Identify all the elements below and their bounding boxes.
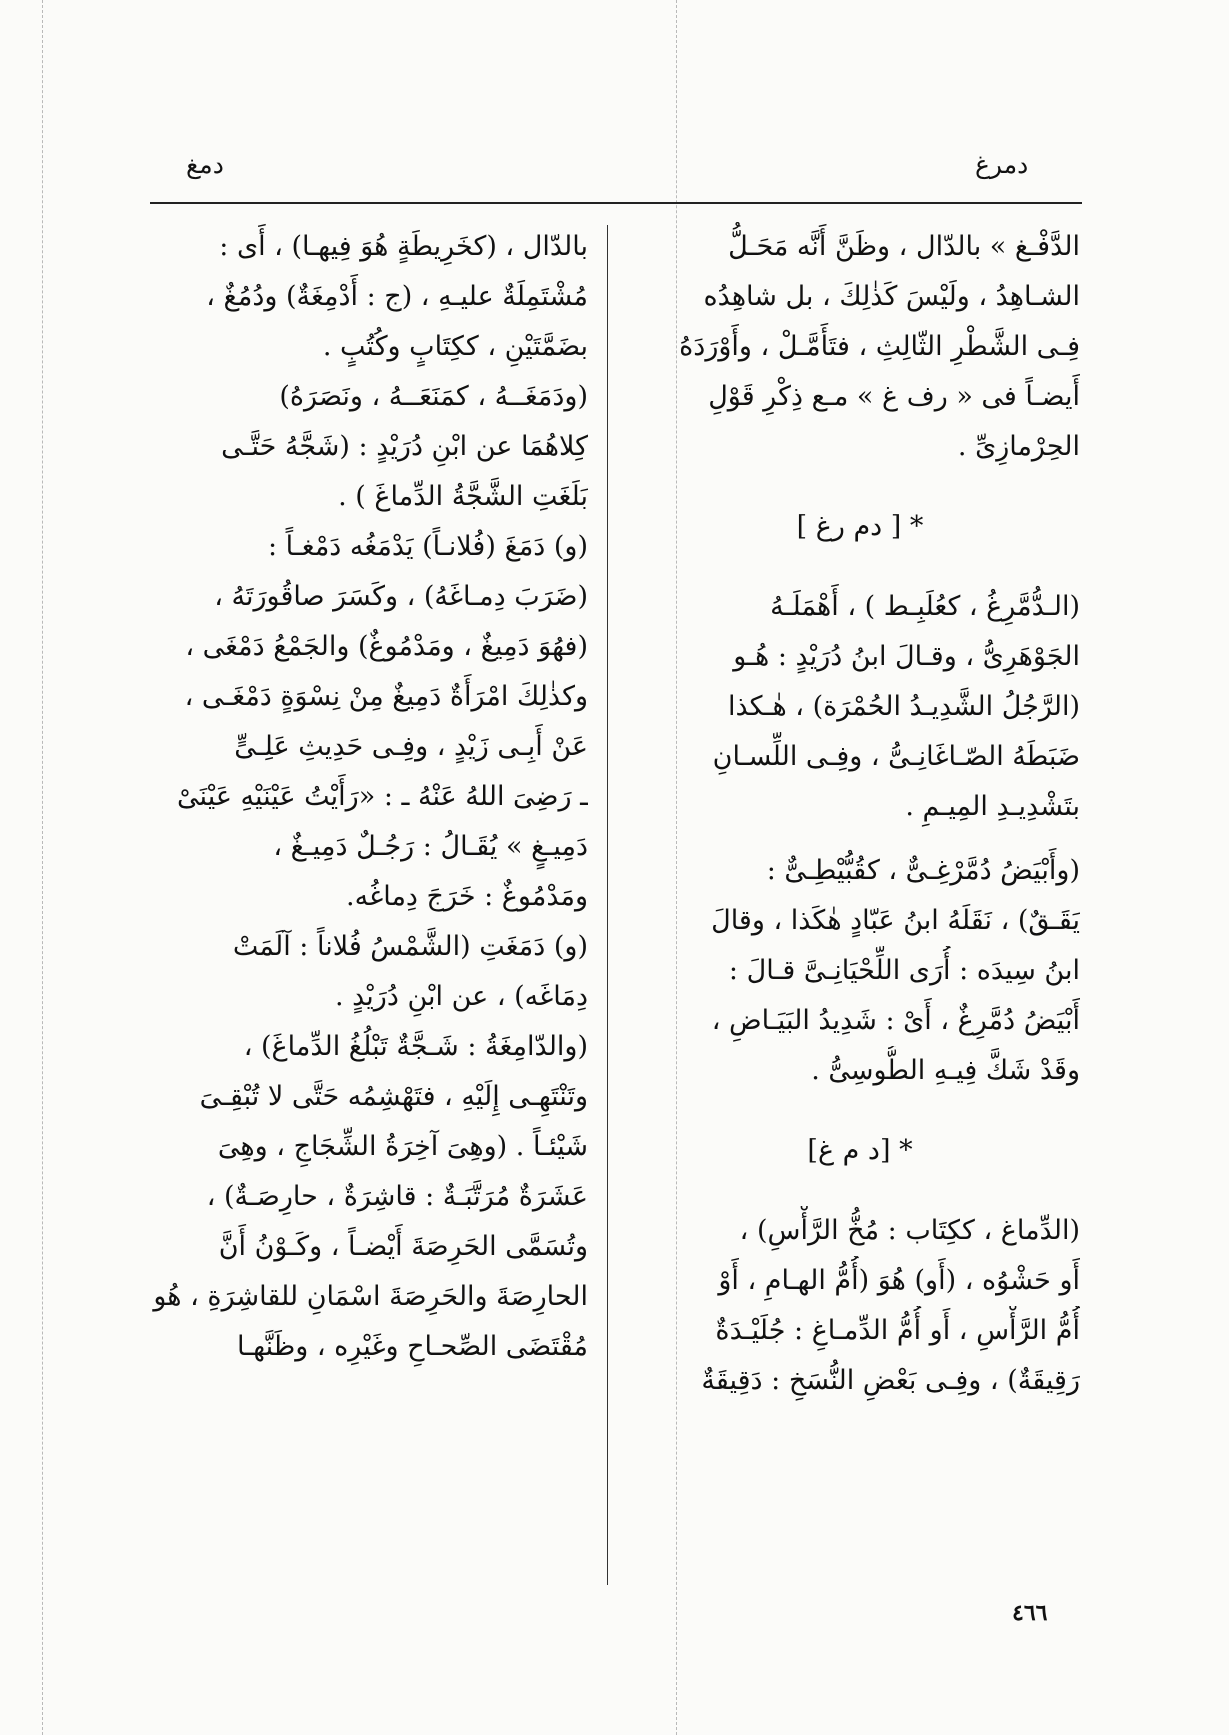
- text-line: (وأَبْيَضُ دُمَّرْغِـىٌّ ، كقُبُّيْطِـىٌّ :: [766, 855, 1080, 886]
- text-line: (والدّامِغَةُ : شَـجَّةٌ تَبْلُغُ الدِّماغَ) ،: [243, 1031, 588, 1062]
- text-line: الدَّفْـغ » بالدّال ، وظَنَّ أَنَّه مَحَـلُّ: [728, 231, 1080, 262]
- text-line: أُمُّ الرَّأْسِ ، أَو أُمُّ الدِّمـاغِ : جُلَيْـدَةٌ: [715, 1315, 1080, 1346]
- text-line: بتَشْدِيـدِ المِيـمِ .: [905, 791, 1080, 822]
- text-line: ضَبَطَهُ الصّـاغَانِـىُّ ، وفِـى اللِّسـانِ: [712, 741, 1080, 772]
- text-line: فِـى الشَّطْرِ الثّالِثِ ، فتَأَمَّـلْ ، وأَوْرَدَهُ: [679, 331, 1080, 362]
- text-line: ـ رَضِىَ اللهُ عَنْهُ ـ : «رَأَيْتُ عَيْنَيْهِ عَيْنَىْ: [177, 781, 588, 812]
- text-line: مُشْتَمِلَةٌ عليـهِ ، (ج : أَدْمِغَةٌ) ودُمُغٌ ،: [206, 281, 588, 312]
- text-line: (فهُوَ دَمِيغٌ ، ومَدْمُوغٌ) والجَمْعُ دَمْغَى ،: [185, 631, 588, 662]
- text-line: عَشَرَةٌ مُرَتَّبَـةٌ : قاشِرَةٌ ، حارِصَـةٌ) ،: [206, 1181, 588, 1212]
- text-line: (و) دَمَغَ (فُلانـاً) يَدْمَغُه دَمْغـاً :: [267, 531, 588, 562]
- text-line: الحارِصَةَ والحَرِصَةَ اسْمَانِ للقاشِرَةِ ، هُو: [153, 1281, 588, 1312]
- entry-heading: * [ دم رغ ]: [796, 511, 924, 542]
- text-line: شَيْئـاً . (وهِىَ آخِرَةُ الشِّجَاجِ ، وهِىَ: [217, 1131, 588, 1162]
- text-line: دَمِيـغٍ » يُقَـالُ : رَجُـلٌ دَمِيـغٌ ،: [273, 831, 588, 862]
- text-line: يَقَـقٌ) ، نَقَلَهُ ابنُ عَبّادٍ هٰكَذا ، وقالَ: [711, 905, 1080, 936]
- running-head-left: دمغ: [186, 150, 224, 179]
- text-line: بَلَغَتِ الشَّجَّةُ الدِّماغَ ) .: [338, 481, 588, 512]
- text-line: (ودَمَغَــهُ ، كمَنَعَــهُ ، ونَصَرَهُ): [279, 381, 588, 412]
- text-line: الحِرْمازِىِّ .: [957, 431, 1080, 462]
- column-divider: [607, 225, 608, 1585]
- text-line: وكذٰلِكَ امْرَأَةٌ دَمِيغٌ مِنْ نِسْوَةٍ دَمْغَـى ،: [184, 681, 588, 712]
- text-line: (و) دَمَغَتِ (الشَّمْسُ فُلاناً : آلَمَتْ: [232, 931, 588, 962]
- text-line: وتُسَمَّى الحَرِصَةَ أَيْضـاً ، وكَـوْنُ أَنَّ: [218, 1231, 588, 1262]
- header-rule: [150, 202, 1082, 204]
- text-line: كِلاهُمَا عن ابْنِ دُرَيْدٍ : (شَجَّهُ حَتَّـى: [221, 431, 588, 462]
- text-line: بضَمَّتَيْنِ ، ككِتَابٍ وكُتُبٍ .: [322, 331, 588, 362]
- text-line: الجَوْهَرِىُّ ، وقـالَ ابنُ دُرَيْدٍ : هُـو: [733, 641, 1080, 672]
- text-line: أَيضـاً فى « رف غ » مـع ذِكْرِ قَوْلِ: [708, 381, 1080, 412]
- text-line: أَبْيَضُ دُمَّرِغٌ ، أَىْ : شَدِيدُ البَيَـاضِ ،: [711, 1005, 1080, 1036]
- right-column: [640, 222, 1080, 1406]
- running-head-right: دمرغ: [975, 150, 1029, 179]
- text-line: (الدِّماغ ، ككِتَاب : مُخُّ الرَّأْسِ) ،: [739, 1215, 1080, 1246]
- text-line: وقَدْ شَكَّ فِيـهِ الطُّوسِىُّ .: [811, 1055, 1080, 1086]
- text-line: بالدّال ، (كخَرِيطَةٍ هُوَ فِيهـا) ، أَى :: [219, 231, 588, 262]
- scan-guide-line: [42, 0, 43, 1735]
- text-line: أَو حَشْوُه ، (أَو) هُوَ (أُمُّ الهـامِ ، أَوْ: [718, 1265, 1080, 1296]
- text-line: ومَدْمُوغٌ : خَرَجَ دِماغُه.: [346, 881, 588, 912]
- text-line: وتَنْتَهِـى إِلَيْهِ ، فتَهْشِمُه حَتَّى لا تُبْقِـىَ: [199, 1081, 588, 1112]
- text-line: (الرَّجُلُ الشَّدِيـدُ الحُمْرَة) ، هٰـكذا: [727, 691, 1080, 722]
- text-line: دِمَاغَه) ، عن ابْنِ دُرَيْدٍ .: [334, 981, 588, 1012]
- text-line: (الـدُّمَّرِغُ ، كعُلَبِـط ) ، أَهْمَلَـهُ: [770, 591, 1080, 622]
- text-line: الشـاهِدُ ، ولَيْسَ كَذٰلِكَ ، بل شاهِدُه: [703, 281, 1080, 312]
- text-line: رَقِيقَةٌ) ، وفِـى بَعْضِ النُّسَخِ : دَقِيقَةٌ: [701, 1365, 1080, 1396]
- text-line: عَنْ أَبِـى زَيْدٍ ، وفِـى حَدِيثِ عَلِـىٍّ: [234, 731, 588, 762]
- page-number: ٤٦٦: [1012, 1600, 1048, 1626]
- entry-heading: * [د م غ]: [807, 1135, 913, 1166]
- text-line: مُقْتَضَى الصِّحـاحِ وغَيْرِه ، وظَنَّهـا: [237, 1331, 588, 1362]
- text-line: (ضَرَبَ دِمـاغَهُ) ، وكَسَرَ صاقُورَتَهُ ،: [214, 581, 588, 612]
- left-column: [148, 222, 588, 1372]
- text-line: ابنُ سِيدَه : أُرَى اللِّحْيَانِـىَّ قـالَ :: [728, 955, 1080, 986]
